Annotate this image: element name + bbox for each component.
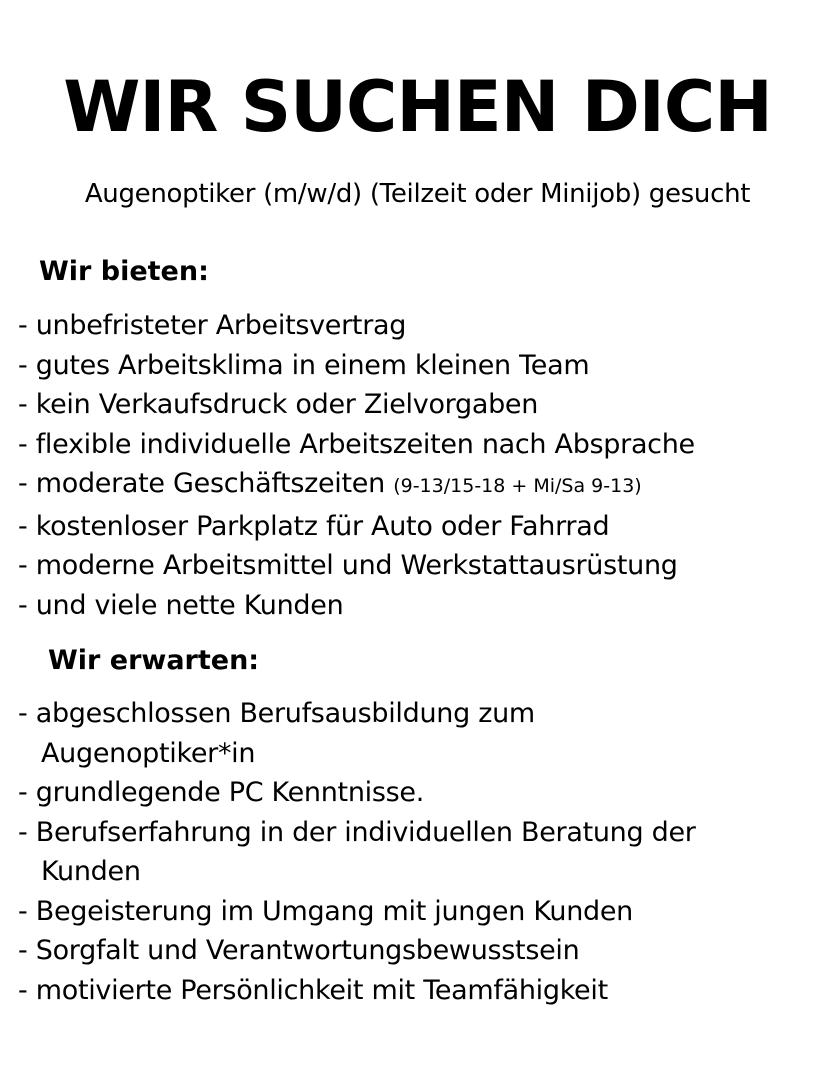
list-item-text: - flexible individuelle Arbeitszeiten nach Absprache [18,428,695,460]
list-item-text: - Begeisterung im Umgang mit jungen Kunden [18,895,633,927]
list-item-text: - und viele nette Kunden [18,589,344,621]
list-item [18,425,695,465]
list-item-text: - unbefristeter Arbeitsvertrag [18,310,407,341]
list-item-text: - kein Verkaufsdruck oder Zielvorgaben [18,389,539,420]
offer-list [18,306,695,625]
list-item [18,892,801,932]
business-hours-note: (9-13/15-18 + Mi/Sa 9-13) [393,475,642,497]
expect-heading: Wir erwarten: [48,645,260,676]
list-item-text: - moderne Arbeitsmittel und Werkstattausrüstung [18,550,678,581]
list-item [18,306,695,346]
list-item-text: - motivierte Persönlichkeit mit Teamfähigkeit [18,974,608,1006]
list-item-text: - grundlegende PC Kenntnisse. [18,777,424,808]
list-item-text: - Sorgfalt und Verantwortungsbewusstsein [18,935,580,966]
list-item-text: - moderate Geschäftszeiten [18,468,385,499]
list-item [18,931,801,971]
list-item-text: - kostenloser Parkplatz für Auto oder Fahrrad [18,510,610,542]
list-item [18,773,801,813]
list-item [18,507,695,547]
offer-heading: Wir bieten: [39,256,209,287]
list-item-text: - Berufserfahrung in der individuellen Beratung der Kunden [18,816,696,887]
expect-list [18,694,801,1010]
list-item [18,694,621,773]
list-item [18,586,695,626]
list-item [18,464,695,507]
headline: WIR SUCHEN DICH [63,66,772,148]
list-item [18,346,695,386]
job-subtitle: Augenoptiker (m/w/d) (Teilzeit oder Minijob) gesucht [84,179,751,209]
list-item-text: - gutes Arbeitsklima in einem kleinen Team [18,349,590,381]
list-item-text: - abgeschlossen Berufsausbildung zum Augenoptiker*in [18,698,535,769]
list-item [18,813,801,892]
list-item [18,546,695,586]
list-item [18,971,801,1011]
list-item [18,385,695,425]
